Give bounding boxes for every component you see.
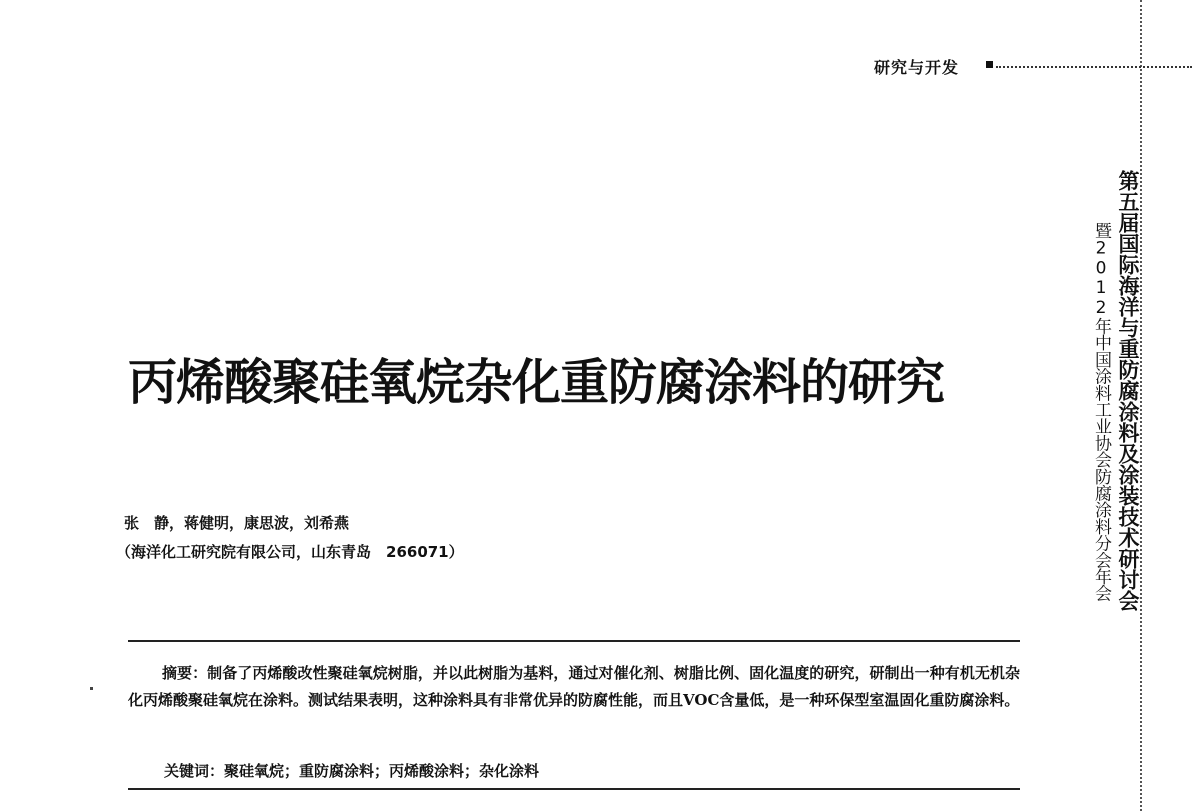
keywords-line	[164, 760, 539, 781]
section-header: 研究与开发	[874, 58, 960, 77]
keywords-text: 聚硅氧烷；重防腐涂料；丙烯酸涂料；杂化涂料	[224, 762, 540, 780]
abstract-top-rule	[128, 640, 1020, 642]
author-affiliation: （海洋化工研究院有限公司，山东青岛 266071）	[116, 543, 464, 561]
conference-title-vertical: 第五届国际海洋与重防腐涂料及涂装技术研讨会	[1116, 170, 1140, 611]
abstract-label: 摘要：	[162, 664, 208, 682]
header-square-marker	[986, 61, 993, 68]
author-list: 张 静，蒋健明，康思波，刘希燕	[124, 514, 350, 532]
article-title: 丙烯酸聚硅氧烷杂化重防腐涂料的研究	[128, 353, 945, 411]
header-dotted-leader	[996, 66, 1192, 68]
keywords-label: 关键词：	[164, 762, 225, 780]
scan-speck	[90, 687, 93, 690]
abstract-block	[128, 660, 1020, 714]
vertical-dotted-line	[1140, 0, 1142, 811]
abstract-text: 制备了丙烯酸改性聚硅氧烷树脂，并以此树脂为基料，通过对催化剂、树脂比例、固化温度的研究，研制出一种有机无机杂化丙烯酸聚硅氧烷在涂料。测试结果表明，这种涂料具有非常优异的防腐性能，而且VOC含量低，是一种环保型室温固化重防腐涂料。	[128, 664, 1020, 709]
abstract-bottom-rule	[128, 788, 1020, 790]
conference-subtitle-vertical: 暨2012年中国涂料工业协会防腐涂料分会年会	[1091, 222, 1111, 602]
